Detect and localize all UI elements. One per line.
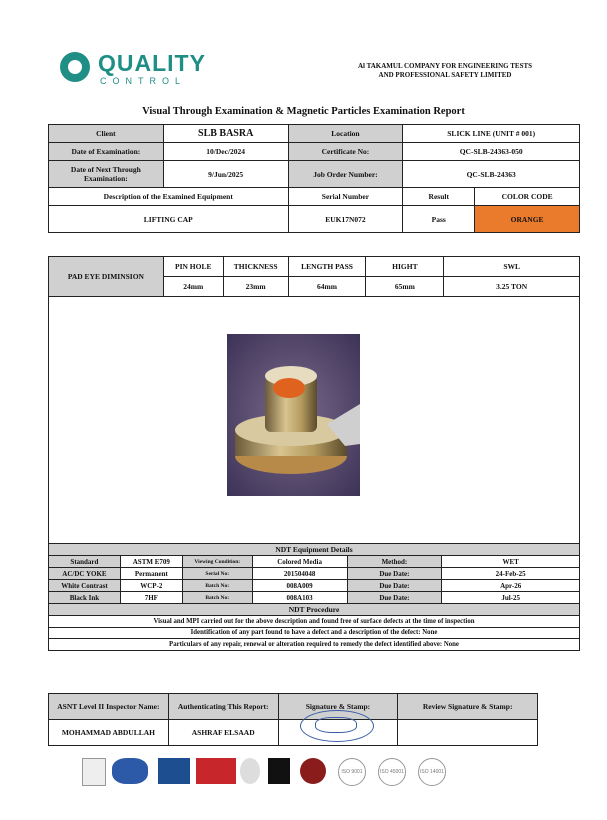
- accreditation-logo-2: [112, 758, 148, 784]
- location-label: Location: [288, 125, 403, 143]
- review-cell: [398, 720, 538, 746]
- logo-mark-icon: [60, 52, 90, 82]
- pad-eye-value: 23mm: [223, 277, 288, 297]
- serial-label: Serial Number: [288, 188, 403, 206]
- pad-eye-header: LENGTH PASS: [288, 257, 366, 277]
- ndt-procedure-line: Visual and MPI carried out for the above description and found free of surface defects at the time of inspection: [49, 616, 580, 628]
- ndt-cell: WET: [442, 556, 580, 568]
- signature-table: [48, 693, 538, 746]
- job-label: Job Order Number:: [288, 161, 403, 188]
- ndt-cell: 7HF: [120, 592, 182, 604]
- accreditation-logo-6: [268, 758, 290, 784]
- pad-eye-label: PAD EYE DIMINSION: [49, 257, 164, 297]
- accreditation-logo-1: [82, 758, 106, 786]
- review-label: Review Signature & Stamp:: [398, 694, 538, 720]
- accreditation-logo-7: [300, 758, 326, 784]
- auth-name: ASHRAF ELSAAD: [168, 720, 278, 746]
- color-code-value: ORANGE: [475, 206, 580, 233]
- ndt-cell: Viewing Condition:: [182, 556, 252, 568]
- ndt-cell: Due Date:: [347, 568, 442, 580]
- accreditation-logo-5: [240, 758, 260, 784]
- cert-value: QC-SLB-24363-050: [403, 143, 580, 161]
- pad-eye-value: 3.25 TON: [444, 277, 580, 297]
- pad-eye-table: [48, 256, 580, 297]
- ndt-cell: Due Date:: [347, 580, 442, 592]
- table-row: [49, 143, 580, 161]
- client-value: SLB BASRA: [163, 125, 288, 143]
- company-line-2: AND PROFESSIONAL SAFETY LIMITED: [378, 71, 512, 79]
- ndt-cell: Due Date:: [347, 592, 442, 604]
- ndt-cell: 24-Feb-25: [442, 568, 580, 580]
- desc-label: Description of the Examined Equipment: [49, 188, 289, 206]
- ndt-procedure-line: Particulars of any repair, renewal or alteration required to remedy the defect identified above: None: [49, 639, 580, 651]
- ndt-cell: WCP-2: [120, 580, 182, 592]
- table-row: [49, 720, 538, 746]
- serial-value: EUK17N072: [288, 206, 403, 233]
- accreditation-logo-4: [196, 758, 236, 784]
- pad-eye-header: SWL: [444, 257, 580, 277]
- quality-control-logo: [60, 50, 230, 90]
- inspector-label: ASNT Level II Inspector Name:: [49, 694, 169, 720]
- ndt-cell: Apr-26: [442, 580, 580, 592]
- table-row: [49, 568, 580, 580]
- leea-logo: [158, 758, 190, 784]
- equipment-photo: [227, 334, 360, 496]
- pad-eye-header: HIGHT: [366, 257, 444, 277]
- auth-label: Authenticating This Report:: [168, 694, 278, 720]
- pad-eye-value: 24mm: [163, 277, 223, 297]
- ndt-cell: Black Ink: [49, 592, 121, 604]
- next-exam-label: Date of Next Through Examination:: [49, 161, 164, 188]
- table-row: [49, 592, 580, 604]
- ndt-cell: 201504048: [252, 568, 347, 580]
- ndt-cell: Serial No:: [182, 568, 252, 580]
- info-table: [48, 124, 580, 233]
- ndt-cell: Jul-25: [442, 592, 580, 604]
- inspector-name: MOHAMMAD ABDULLAH: [49, 720, 169, 746]
- iso-14001-icon: ISO 14001: [418, 758, 446, 786]
- ndt-cell: Method:: [347, 556, 442, 568]
- pad-eye-value: 65mm: [366, 277, 444, 297]
- ndt-cell: 008A009: [252, 580, 347, 592]
- exam-date-label: Date of Examination:: [49, 143, 164, 161]
- signature-label: Signature & Stamp:: [278, 694, 398, 720]
- logo-main-text: QUALITY: [98, 50, 206, 76]
- ndt-procedure-line: Identification of any part found to have a defect and a description of the defect: None: [49, 627, 580, 639]
- ndt-cell: Colored Media: [252, 556, 347, 568]
- exam-date-value: 10/Dec/2024: [163, 143, 288, 161]
- ndt-procedure-title: NDT Procedure: [49, 604, 580, 616]
- company-name: [330, 62, 560, 80]
- report-title: Visual Through Examination & Magnetic Particles Examination Report: [142, 106, 465, 117]
- pad-eye-value: 64mm: [288, 277, 366, 297]
- ndt-table: [48, 543, 580, 651]
- pad-eye-header: PIN HOLE: [163, 257, 223, 277]
- table-row: [49, 257, 580, 277]
- result-value: Pass: [403, 206, 475, 233]
- company-line-1: Al TAKAMUL COMPANY FOR ENGINEERING TESTS: [357, 62, 533, 70]
- table-row: [49, 580, 580, 592]
- ndt-equipment-title: NDT Equipment Details: [49, 544, 580, 556]
- ndt-cell: Batch No:: [182, 580, 252, 592]
- table-row: [49, 161, 580, 188]
- ndt-cell: Batch No:: [182, 592, 252, 604]
- table-row: [49, 694, 538, 720]
- color-code-label: COLOR CODE: [475, 188, 580, 206]
- table-row: [49, 616, 580, 628]
- logo-sub-text: CONTROL: [100, 76, 187, 86]
- table-row: [49, 188, 580, 206]
- job-value: QC-SLB-24363: [403, 161, 580, 188]
- pad-eye-header: THICKNESS: [223, 257, 288, 277]
- iso-9001-icon: ISO 9001: [338, 758, 366, 786]
- table-row: [49, 206, 580, 233]
- location-value: SLICK LINE (UNIT # 001): [403, 125, 580, 143]
- ndt-cell: Standard: [49, 556, 121, 568]
- next-exam-value: 9/Jun/2025: [163, 161, 288, 188]
- table-row: [49, 627, 580, 639]
- table-row: [49, 639, 580, 651]
- client-label: Client: [49, 125, 164, 143]
- table-row: [49, 604, 580, 616]
- ndt-cell: White Contrast: [49, 580, 121, 592]
- ndt-cell: Permanent: [120, 568, 182, 580]
- company-stamp-icon: [300, 710, 374, 742]
- desc-value: LIFTING CAP: [49, 206, 289, 233]
- cert-label: Certificate No:: [288, 143, 403, 161]
- table-row: [49, 556, 580, 568]
- iso-45001-icon: ISO 45001: [378, 758, 406, 786]
- ndt-cell: AC/DC YOKE: [49, 568, 121, 580]
- table-row: [49, 544, 580, 556]
- table-row: [49, 125, 580, 143]
- ndt-cell: 008A103: [252, 592, 347, 604]
- result-label: Result: [403, 188, 475, 206]
- ndt-cell: ASTM E709: [120, 556, 182, 568]
